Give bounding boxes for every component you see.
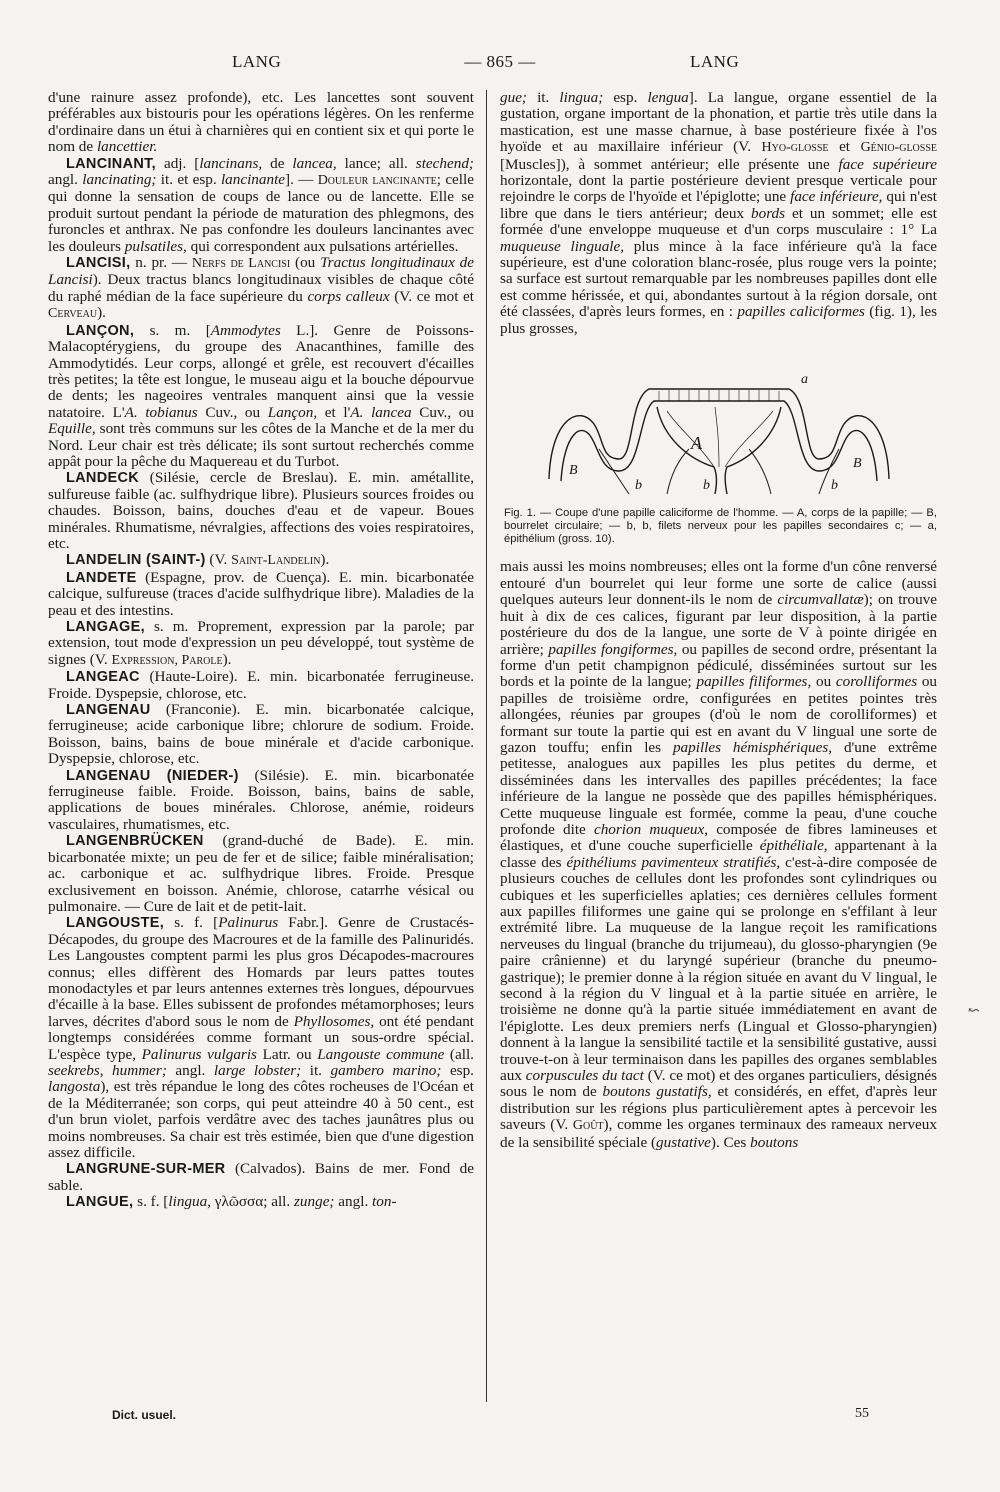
papilla-illustration xyxy=(539,349,899,499)
right-column xyxy=(500,90,937,1151)
entry-langenau-nieder: LANGENAU (NIEDER-) (Silésie). E. min. bicarbonatée ferrugineuse faible. Froide. Boisson, bains, bains de sable, applications de boues minérales. Chlorose, anémie, roideurs vasculaires, rhumatismes, etc. xyxy=(48,766,474,833)
label-B-right: B xyxy=(852,456,862,472)
entry-landeck: LANDECK (Silésie, cercle de Breslau). E. min. amétallite, sulfureuse faible (ac. sulfhydrique libre). Plusieurs sources froides ou chaudes. Boisson, bains, douches d'eau et de vapeur. Boues minérales. Rhumatisme, névralgies, affections des voies respiratoires, etc. xyxy=(48,469,474,552)
entry-langenbrucken: LANGENBRÜCKEN (grand-duché de Bade). E. min. bicarbonatée mixte; un peu de fer et de silice; faible minéralisation; ac. carbonique et ac. sulfhydrique libres. Froide. Presque exclusivement en boisson. Anémie, chlorose, catarrhe vésical ou pulmonaire. — Cure de lait et de petit-lait. xyxy=(48,832,474,915)
running-head-right: LANG xyxy=(690,52,740,71)
entry-lancinant: LANCINANT, adj. [lancinans, de lancea, lance; all. stechend; angl. lancinating; it. et esp. lancinante]. — Douleur lancinante; celle qui donne la sensation de coups de lance ou de lancette. Elle se produit surtout pendant la période de maturation des phlegmons, des furoncles et anthrax. Ne pas confondre les douleurs lancinantes avec les douleurs pulsatiles, qui correspondent aux pulsations artérielles. xyxy=(48,154,474,255)
entry-langeac: LANGEAC (Haute-Loire). E. min. bicarbonatée ferrugineuse. Froide. Dyspepsie, chlorose, etc. xyxy=(48,668,474,702)
entry-langage: LANGAGE, s. m. Proprement, expression par la parole; par extension, tout mode d'expression un peu développé, tout système de signes (V. Expression, Parole). xyxy=(48,618,474,668)
headword: LANGRUNE-SUR-MER xyxy=(66,1161,226,1178)
entry-langue: LANGUE, s. f. [lingua, γλῶσσα; all. zunge; angl. ton- xyxy=(66,1193,397,1211)
entry-langrune: LANGRUNE-SUR-MER (Calvados). Bains de mer. Fond de sable. xyxy=(48,1160,474,1194)
headword: LANGOUSTE, xyxy=(66,915,165,932)
entry-lancisi: LANCISI, n. pr. — Nerfs de Lancisi (ou Tractus longitudinaux de Lancisi). Deux tractus blancs longitudinaux visibles de chaque côté du raphé médian de la face supérieure du corps calleux (V. ce mot et Cerveau). xyxy=(48,254,474,322)
left-column xyxy=(48,90,474,1211)
column-rule xyxy=(486,90,487,1402)
label-b2: b xyxy=(702,478,710,494)
footer-sheet-number: 55 xyxy=(855,1406,869,1421)
label-B-left: B xyxy=(568,463,578,479)
entry-langenau: LANGENAU (Franconie). E. min. bicarbonatée calcique, ferrugineuse; acide carbonique libre; chlorure de sodium. Froide. Boisson, bains, bains de boue minérale et d'acide carbonique. Dyspepsie, chlorose, etc. xyxy=(48,701,474,768)
footer-signature: Dict. usuel. xyxy=(112,1408,177,1422)
headword: LANCISI, xyxy=(66,255,131,272)
headword: LANÇON, xyxy=(66,322,135,339)
headword: LANDECK xyxy=(66,470,139,487)
langue-paragraph-1: gue; it. lingua; esp. lengua]. La langue, organe essentiel de la gustation, organe important de la phonation, et partie très utile dans la mastication, est une masse charnue, à base postérieure fixée à l'os hyoïde et au maxillaire inférieur (V. Hyo-glosse et Génio-glosse [Muscles]), à sommet antérieur; elle présente une face supérieure horizontale, dont la partie postérieure devient presque verticale pour rejoindre le corps de l'hyoïde et l'épiglotte; une face inférieure, qui n'est libre que dans le tiers antérieur; deux bords et un sommet; elle est formée d'une enveloppe muqueuse et d'un corps musculaire : 1° La muqueuse linguale, plus mince à la face inférieure qu'à la face supérieure, est d'une coloration blanc-rosée, plus rouge vers la pointe; sa surface est surtout remarquable par les nombreuses papilles dont elle est comme hérissée, et qui, abondantes surtout à la région dorsale, ont été classées, d'après leurs formes, en : papilles caliciformes (fig. 1), les plus grosses, xyxy=(500,89,937,337)
label-b3: b xyxy=(830,478,838,494)
headword: LANDELIN (SAINT-) xyxy=(66,552,206,569)
langue-paragraph-2: mais aussi les moins nombreuses; elles ont la forme d'un cône renversé entouré d'un bourrelet qui leur forme une sorte de calice (aussi quelques auteurs leur donnent-ils le nom de circumvallatæ); on trouve huit à dix de ces calices, figurant par leur disposition, à la partie postérieure du dos de la langue, une sorte de V à pointe dirigée en arrière; papilles fongiformes, ou papilles de second ordre, présentant la forme d'un petit champignon pédiculé, disséminées surtout sur les bords et la pointe de la langue; papilles filiformes, ou corolliformes ou papilles de troisième ordre, configurées en petites pointes très allongées, réunies par groupes (d'où le nom de corolliformes) et formant sur toute la partie qui est en avant du V lingual une sorte de gazon touffu; enfin les papilles hémisphériques, d'une extrême petitesse, analogues aux papilles les plus petites du derme, et disséminées dans les intervalles des papilles précédentes; la face inférieure de la langue ne possède que des papilles hémisphériques. Cette muqueuse linguale est formée, comme la peau, d'une couche profonde dite chorion muqueux, composée de fibres lamineuses et élastiques, et d'une couche superficielle épithéliale, appartenant à la classe des épithéliums pavimenteux stratifiés, c'est-à-dire composée de plusieurs couches de cellules dont les profondes sont cylindriques ou cubiques et les superficielles aplaties; ces dernières cellules forment aux papilles filiformes une gaine qui se prolonge en s'effilant à leur extrémité libre. La muqueuse de la langue reçoit les ramifications nerveuses du lingual (branche du trijumeau), du glosso-pharyngien (9e paire crânienne) et du laryngé supérieur (branche du pneumo-gastrique); le premier donne à la région située en avant du V lingual, le second à la région du V lingual et à la partie située en arrière, le troisième ne donne qu'à la partie située immédiatement en avant de l'épiglotte. Les deux premiers nerfs (Lingual et Glosso-pharyngien) donnent à la langue la sensibilité tactile et la sensibilité gustative, aussi trouve-t-on à leur terminaison dans les papilles des organes semblables aux corpuscules du tact (V. ce mot) et des organes particuliers, désignés sous le nom de boutons gustatifs, et considérés, en effet, d'après leur distribution sur les régions plus particulièrement aptes à percevoir les saveurs (V. Goût), comme les organes terminaux des rameaux nerveux de la sensibilité spéciale (gustative). Ces boutons xyxy=(500,558,938,1151)
entry-lancon: LANÇON, s. m. [Ammodytes L.]. Genre de Poissons-Malacoptérygiens, du groupe des Anacanthines, famille des Ammodytidés. Leur corps, allongé et grêle, est recouvert d'écailles très petites; la tête est longue, le museau aigu et la bouche dépourvue de dents; les nageoires ventrales manquent ainsi que la vessie natatoire. L'A. tobianus Cuv., ou Lançon, et l'A. lancea Cuv., ou Equille, sont très communs sur les côtes de la Manche et de la mer du Nord. Leur chair est très délicate; ils sont surtout recherchés comme appât pour la pêche du Maquereau et du Turbot. xyxy=(48,321,474,470)
entry-landelin: LANDELIN (SAINT-) (V. Saint-Landelin). xyxy=(66,551,330,569)
page-number: — 865 — xyxy=(464,52,536,71)
headword: LANDETE xyxy=(66,569,137,586)
headword: LANGENAU (NIEDER-) xyxy=(66,767,239,784)
label-b1: b xyxy=(634,478,642,494)
entry-langouste: LANGOUSTE, s. f. [Palinurus Fabr.]. Genre de Crustacés-Décapodes, du groupe des Macroures et de la famille des Palinuridés. Les Langoustes comptent parmi les plus gros Décapodes-macroures connus; elles diffèrent des Homards par leurs pattes toutes monodactyles et par leurs antennes externes très longues, dépourvues d'écaille à la base. Elles subissent de profondes métamorphoses; leurs larves, décrites d'abord sous le nom de Phyllosomes, ont été pendant longtemps considérées comme formant un sous-ordre spécial. L'espèce type, Palinurus vulgaris Latr. ou Langouste commune (all. seekrebs, hummer; angl. large lobster; it. gambero marino; esp. langosta), est très répandue le long des côtes rocheuses de l'Océan et de la Méditerranée; son corps, qui peut atteindre 40 à 50 cent., est d'un brun violet, parfois verdâtre avec des taches jaunâtres plus ou moins nombreuses. Sa chair est très estimée, bien que d'une digestion assez difficile. xyxy=(48,914,475,1161)
headword: LANGUE, xyxy=(66,1194,134,1211)
headword: LANGENBRÜCKEN xyxy=(66,833,204,850)
label-A: A xyxy=(690,433,702,454)
figure-caption: Fig. 1. — Coupe d'une papille caliciforme de l'homme. — A, corps de la papille; — B, bourrelet circulaire; — b, b, filets nerveux pour les papilles secondaires c; — a, épithélium (gross. 10). xyxy=(504,507,937,545)
entry-continuation: d'une rainure assez profonde), etc. Les lancettes sont souvent préférables aux bistouris pour les opérations légères. On les renferme d'ordinaire dans un étui à charnières qui en contient six et qui porte le nom de lancettier. xyxy=(48,89,474,156)
label-a: a xyxy=(800,372,808,388)
headword: LANGAGE, xyxy=(66,619,145,635)
headword: LANGENAU xyxy=(66,702,151,719)
entry-landete: LANDETE (Espagne, prov. de Cuença). E. min. bicarbonatée calcique, sulfureuse (traces d'acide sulfhydrique libre). Maladies de la peau et des intestins. xyxy=(48,568,474,619)
margin-mark: ↜ xyxy=(968,1004,980,1019)
headword: LANGEAC xyxy=(66,669,140,686)
headword: LANCINANT, xyxy=(66,155,156,172)
running-head-left: LANG xyxy=(232,52,282,71)
papilla-figure xyxy=(500,349,937,501)
